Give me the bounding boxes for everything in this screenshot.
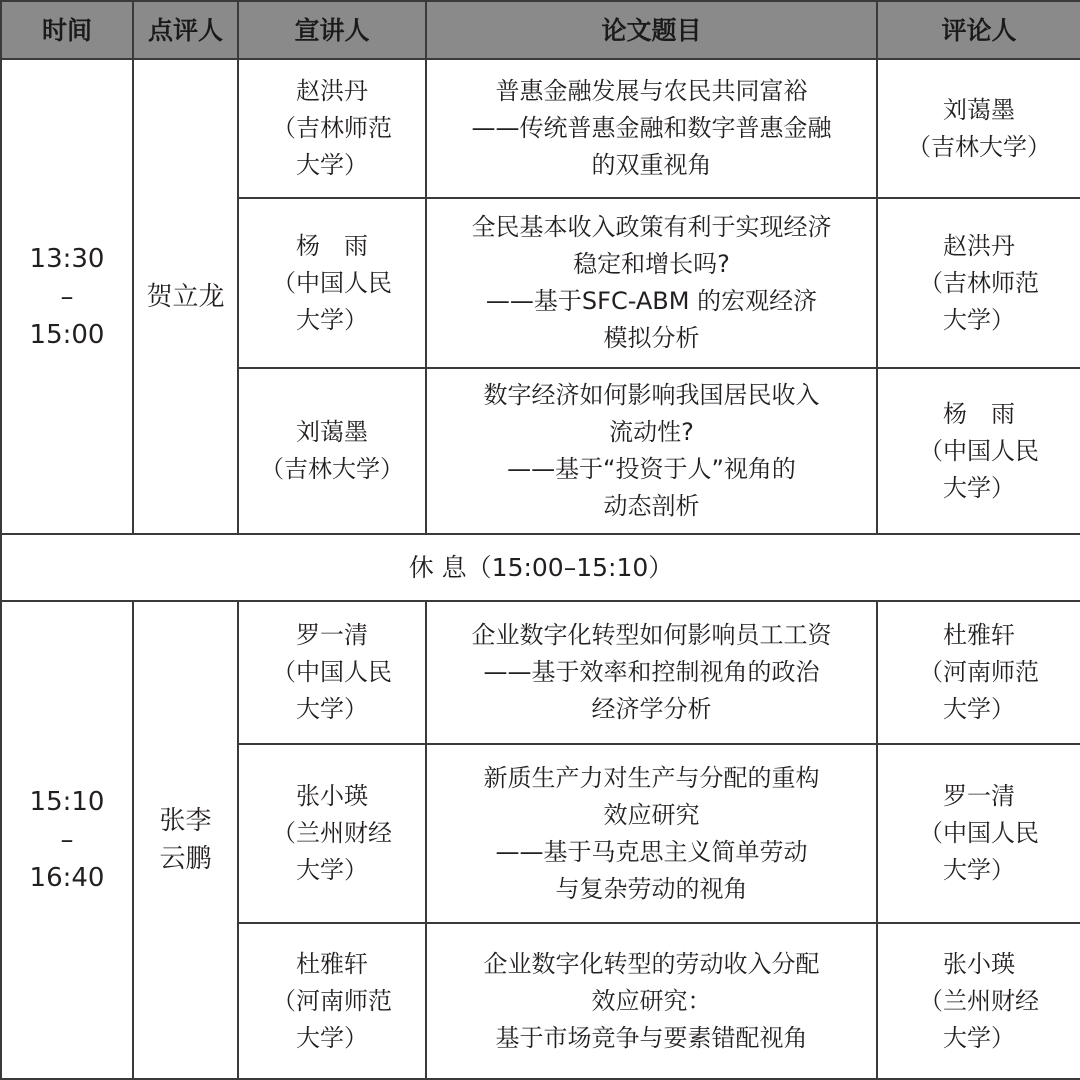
reviewer-name: 云鹏 — [159, 844, 212, 874]
title-line: 流动性? — [609, 418, 694, 446]
header-title: 论文题目 — [426, 1, 877, 59]
title-line: 企业数字化转型如何影响员工工资 — [471, 621, 832, 649]
time-dash: – — [60, 825, 74, 855]
commentator-name: 赵洪丹 — [943, 231, 1015, 260]
commentator-affiliation: （中国人民 — [919, 819, 1039, 847]
commentator-affiliation: 大学） — [943, 1023, 1015, 1052]
reviewer-name: 张李 — [159, 806, 212, 836]
header-row — [1, 1, 1080, 59]
speaker-name: 杨 雨 — [296, 231, 368, 260]
speaker-name: 杜雅轩 — [296, 949, 368, 978]
speaker-name: 罗一清 — [296, 621, 368, 649]
header-time: 时间 — [1, 1, 133, 59]
speaker-cell — [238, 198, 426, 368]
speaker-affiliation: （吉林大学） — [260, 455, 404, 483]
session-time — [1, 59, 133, 534]
commentator-cell — [877, 923, 1080, 1079]
title-cell — [426, 923, 877, 1079]
time-dash: – — [60, 281, 74, 312]
time-start: 13:30 — [29, 243, 105, 274]
title-line: 数字经济如何影响我国居民收入 — [483, 381, 820, 409]
title-line: ——基于“投资于人”视角的 — [507, 455, 796, 483]
speaker-cell — [238, 601, 426, 744]
title-line: 效应研究： — [591, 986, 712, 1015]
speaker-affiliation: （吉林师范 — [272, 114, 392, 142]
title-line: 普惠金融发展与农民共同富裕 — [495, 77, 808, 105]
speaker-name: 刘蔼墨 — [296, 418, 368, 446]
commentator-affiliation: （吉林大学） — [907, 132, 1051, 161]
speaker-affiliation: （中国人民 — [272, 268, 392, 297]
commentator-name: 杜雅轩 — [943, 621, 1015, 649]
title-line: 基于市场竞争与要素错配视角 — [495, 1023, 808, 1052]
commentator-affiliation: （中国人民 — [919, 436, 1039, 465]
commentator-cell — [877, 744, 1080, 923]
speaker-cell — [238, 368, 426, 534]
speaker-affiliation: 大学） — [296, 1023, 368, 1052]
session-time — [1, 601, 133, 1079]
title-line: 与复杂劳动的视角 — [555, 874, 748, 903]
speaker-cell — [238, 923, 426, 1079]
title-line: 效应研究 — [603, 800, 700, 829]
table-row — [1, 601, 1080, 744]
commentator-affiliation: 大学） — [943, 473, 1015, 502]
speaker-cell — [238, 744, 426, 923]
title-line: 经济学分析 — [591, 695, 712, 723]
title-line: ——基于SFC-ABM 的宏观经济 — [485, 287, 818, 315]
commentator-cell — [877, 601, 1080, 744]
speaker-affiliation: 大学） — [296, 305, 368, 334]
commentator-affiliation: 大学） — [943, 305, 1015, 334]
speaker-name: 张小瑛 — [296, 782, 368, 810]
title-line: 动态剖析 — [603, 492, 700, 520]
time-end: 15:00 — [29, 319, 105, 350]
time-end: 16:40 — [29, 863, 105, 893]
session-reviewer — [133, 601, 238, 1079]
title-line: 的双重视角 — [591, 151, 712, 179]
commentator-affiliation: （兰州财经 — [919, 986, 1039, 1015]
commentator-cell — [877, 198, 1080, 368]
header-speaker: 宣讲人 — [238, 1, 426, 59]
commentator-affiliation: （吉林师范 — [919, 268, 1039, 297]
title-line: 企业数字化转型的劳动收入分配 — [483, 949, 820, 978]
speaker-affiliation: （河南师范 — [272, 986, 392, 1015]
title-line: 模拟分析 — [603, 324, 700, 352]
commentator-name: 刘蔼墨 — [943, 95, 1015, 124]
time-start: 15:10 — [29, 787, 105, 817]
commentator-cell — [877, 368, 1080, 534]
title-line: ——基于效率和控制视角的政治 — [483, 658, 820, 686]
commentator-name: 张小瑛 — [943, 949, 1015, 978]
title-cell — [426, 198, 877, 368]
title-line: ——基于马克思主义简单劳动 — [495, 837, 808, 866]
commentator-affiliation: 大学） — [943, 695, 1015, 723]
break-cell: 休 息（15:00–15:10） — [1, 534, 1080, 601]
header-commentator: 评论人 — [877, 1, 1080, 59]
session-reviewer — [133, 59, 238, 534]
title-line: 新质生产力对生产与分配的重构 — [483, 763, 820, 792]
commentator-name: 罗一清 — [943, 782, 1015, 810]
break-row — [1, 534, 1080, 601]
speaker-affiliation: 大学） — [296, 695, 368, 723]
commentator-affiliation: （河南师范 — [919, 658, 1039, 686]
title-cell — [426, 59, 877, 198]
commentator-name: 杨 雨 — [943, 399, 1015, 428]
table-row — [1, 59, 1080, 198]
commentator-affiliation: 大学） — [943, 856, 1015, 884]
reviewer-name: 贺立龙 — [146, 281, 225, 312]
title-line: 稳定和增长吗? — [573, 250, 730, 278]
title-cell — [426, 744, 877, 923]
header-reviewer: 点评人 — [133, 1, 238, 59]
commentator-cell — [877, 59, 1080, 198]
speaker-cell — [238, 59, 426, 198]
title-line: ——传统普惠金融和数字普惠金融 — [471, 114, 832, 142]
speaker-affiliation: 大学） — [296, 856, 368, 884]
title-line: 全民基本收入政策有利于实现经济 — [471, 213, 832, 241]
speaker-affiliation: 大学） — [296, 151, 368, 179]
speaker-affiliation: （中国人民 — [272, 658, 392, 686]
title-cell — [426, 368, 877, 534]
speaker-affiliation: （兰州财经 — [272, 819, 392, 847]
speaker-name: 赵洪丹 — [296, 77, 368, 105]
title-cell — [426, 601, 877, 744]
